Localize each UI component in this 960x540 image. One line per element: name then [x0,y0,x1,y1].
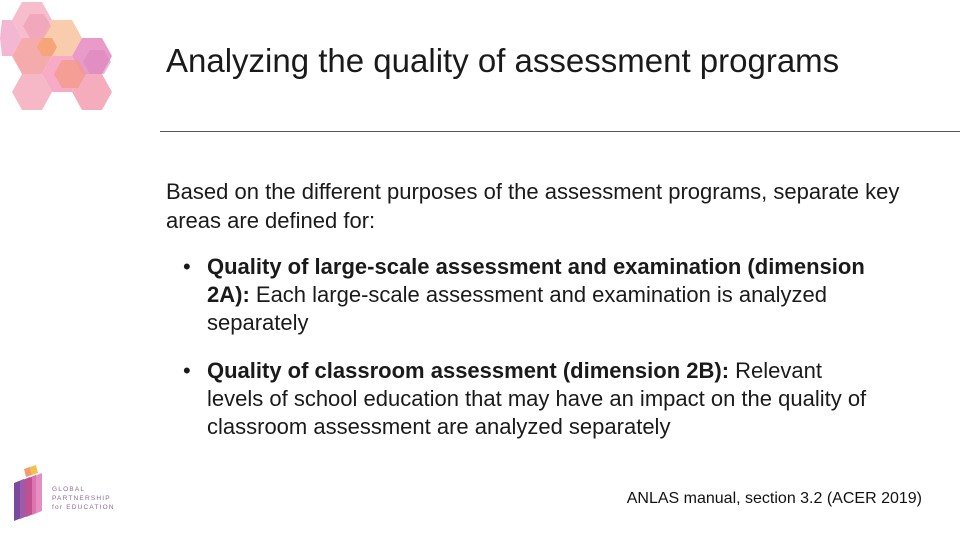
intro-text: Based on the different purposes of the assessment programs, separate key areas are defined for: [166,179,900,233]
gpe-logo-line-2: PARTNERSHIP [52,495,111,502]
bullet-body: Relevant levels of school education that may have an impact on the quality of classroom assessment are analyzed separately [207,358,867,439]
citation: ANLAS manual, section 3.2 (ACER 2019) [626,490,922,507]
bullet-heading: Quality of classroom assessment (dimension 2B): [207,358,730,383]
slide-title: Analyzing the quality of assessment programs [166,42,840,79]
bullet-marker: • [183,358,191,383]
title-divider [160,131,960,132]
bullet-marker: • [183,254,191,279]
list-item [183,357,883,441]
gpe-logo [10,465,120,525]
bullet-list [183,253,883,461]
list-item [183,253,883,337]
gpe-logo-line-3: for EDUCATION [52,504,115,511]
bullet-body: Each large-scale assessment and examination is analyzed separately [207,282,827,335]
gpe-book-icon [14,465,42,521]
gpe-logo-line-1: GLOBAL [52,486,86,493]
bullet-heading: Quality of large-scale assessment and examination (dimension 2A): [207,254,865,307]
decorative-hexagon-cluster [0,0,130,115]
